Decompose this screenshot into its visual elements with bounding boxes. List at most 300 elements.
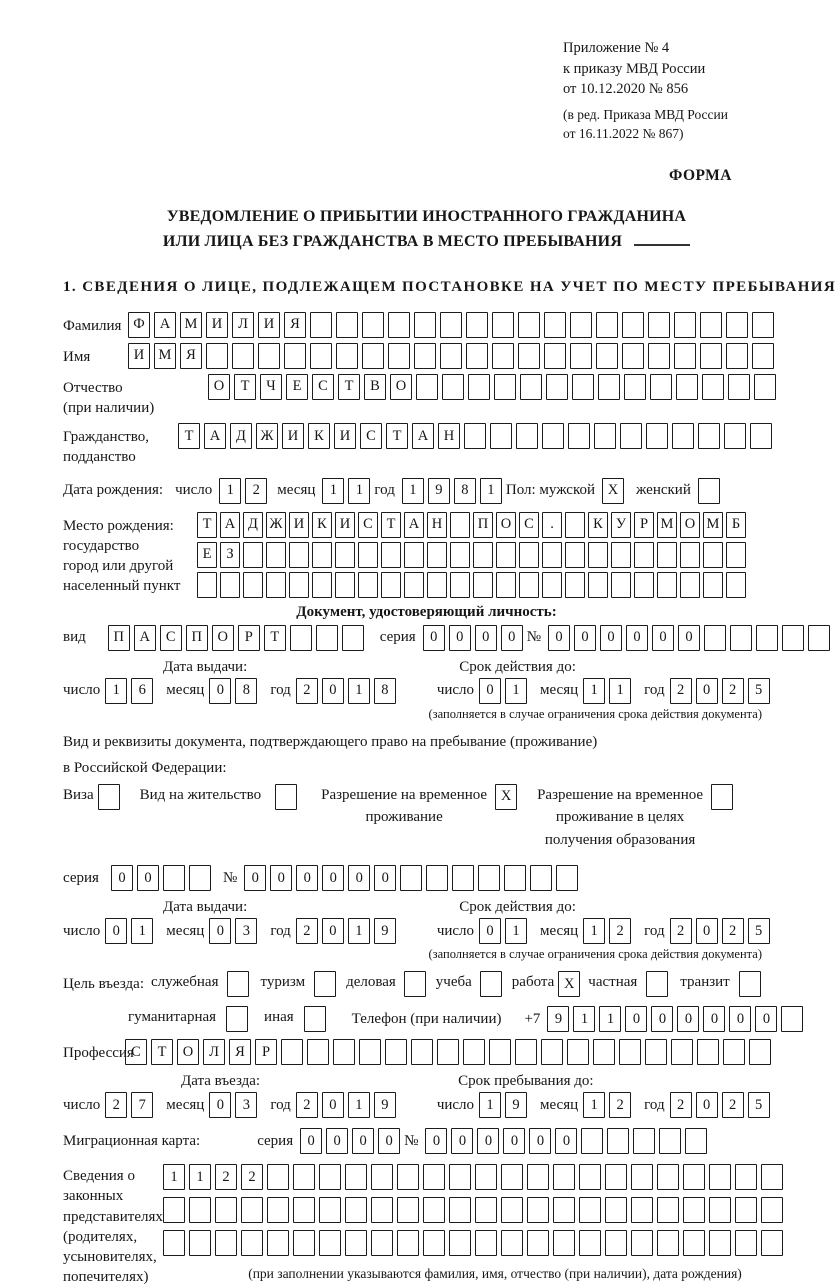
surname-cell[interactable]: Л (232, 312, 254, 338)
given-name-cell[interactable] (492, 343, 514, 369)
representative-cell[interactable] (709, 1164, 731, 1190)
representative-cell[interactable] (293, 1230, 315, 1256)
patronymic-cell[interactable] (676, 374, 698, 400)
birth-place-cell[interactable] (335, 542, 355, 568)
residence-issue-year-cell[interactable]: 2 (296, 918, 318, 944)
migration-series-cell[interactable]: 0 (300, 1128, 322, 1154)
birth-place-cell[interactable]: У (611, 512, 631, 538)
sex-male-checkbox[interactable]: X (602, 478, 624, 504)
entry-month-cell[interactable]: 3 (235, 1092, 257, 1118)
stay-month-cell[interactable]: 1 (583, 1092, 605, 1118)
birth-place-cell[interactable]: . (542, 512, 562, 538)
entry-month-cell[interactable]: 0 (209, 1092, 231, 1118)
identity-issue-year-cell[interactable]: 2 (296, 678, 318, 704)
identity-expiry-month-cell[interactable]: 1 (609, 678, 631, 704)
surname-cell[interactable] (752, 312, 774, 338)
birth-place-cell[interactable]: И (289, 512, 309, 538)
citizenship-cell[interactable] (724, 423, 746, 449)
migration-number-cell[interactable]: 0 (477, 1128, 499, 1154)
phone-cell[interactable]: 0 (651, 1006, 673, 1032)
migration-number-cell[interactable] (633, 1128, 655, 1154)
profession-cell[interactable]: Я (229, 1039, 251, 1065)
representative-cell[interactable] (371, 1164, 393, 1190)
birth-place-cell[interactable]: Т (197, 512, 217, 538)
birth-place-cell[interactable] (611, 572, 631, 598)
birth-place-cell[interactable] (312, 572, 332, 598)
birth-place-cell[interactable] (381, 542, 401, 568)
phone-cell[interactable]: 0 (755, 1006, 777, 1032)
representative-cell[interactable] (579, 1230, 601, 1256)
identity-number-cell[interactable]: 0 (678, 625, 700, 651)
representative-cell[interactable] (189, 1230, 211, 1256)
representative-cell[interactable] (553, 1197, 575, 1223)
identity-number-cell[interactable] (756, 625, 778, 651)
profession-cell[interactable] (411, 1039, 433, 1065)
citizenship-cell[interactable] (750, 423, 772, 449)
citizenship-cell[interactable] (646, 423, 668, 449)
representative-cell[interactable] (579, 1164, 601, 1190)
patronymic-cell[interactable]: О (208, 374, 230, 400)
residence-number-cell[interactable]: 0 (322, 865, 344, 891)
stay-day-cell[interactable]: 9 (505, 1092, 527, 1118)
profession-cell[interactable] (437, 1039, 459, 1065)
birth-place-cell[interactable] (289, 542, 309, 568)
migration-number-cell[interactable]: 0 (555, 1128, 577, 1154)
purpose-study-checkbox[interactable] (480, 971, 502, 997)
representative-cell[interactable] (449, 1230, 471, 1256)
identity-kind-cell[interactable]: О (212, 625, 234, 651)
identity-issue-month-cell[interactable]: 8 (235, 678, 257, 704)
patronymic-cell[interactable] (702, 374, 724, 400)
representative-cell[interactable] (735, 1164, 757, 1190)
birth-place-cell[interactable] (197, 572, 217, 598)
birth-place-cell[interactable] (450, 542, 470, 568)
citizenship-cell[interactable] (568, 423, 590, 449)
birth-place-cell[interactable]: С (519, 512, 539, 538)
surname-cell[interactable]: Я (284, 312, 306, 338)
representative-cell[interactable] (449, 1197, 471, 1223)
birth-place-cell[interactable]: Ж (266, 512, 286, 538)
residence-number-cell[interactable]: 0 (270, 865, 292, 891)
residence-number-cell[interactable] (426, 865, 448, 891)
birth-place-cell[interactable] (289, 572, 309, 598)
birth-place-cell[interactable] (565, 572, 585, 598)
temp-residence-education-checkbox[interactable] (711, 784, 733, 810)
citizenship-cell[interactable]: А (412, 423, 434, 449)
purpose-private-checkbox[interactable] (646, 971, 668, 997)
identity-number-cell[interactable] (782, 625, 804, 651)
identity-kind-cell[interactable] (316, 625, 338, 651)
given-name-cell[interactable] (726, 343, 748, 369)
citizenship-cell[interactable] (490, 423, 512, 449)
migration-number-cell[interactable] (581, 1128, 603, 1154)
identity-expiry-year-cell[interactable]: 2 (670, 678, 692, 704)
given-name-cell[interactable] (206, 343, 228, 369)
phone-cell[interactable]: 0 (625, 1006, 647, 1032)
migration-number-cell[interactable] (685, 1128, 707, 1154)
birth-place-cell[interactable] (657, 572, 677, 598)
representative-cell[interactable] (631, 1164, 653, 1190)
identity-kind-cell[interactable]: Р (238, 625, 260, 651)
birth-place-cell[interactable] (726, 542, 746, 568)
representative-cell[interactable] (423, 1230, 445, 1256)
identity-kind-cell[interactable] (290, 625, 312, 651)
patronymic-cell[interactable]: С (312, 374, 334, 400)
birth-place-cell[interactable] (588, 572, 608, 598)
given-name-cell[interactable] (700, 343, 722, 369)
representative-cell[interactable] (293, 1197, 315, 1223)
identity-expiry-day-cell[interactable]: 0 (479, 678, 501, 704)
profession-cell[interactable]: О (177, 1039, 199, 1065)
birth-year-cell[interactable]: 1 (480, 478, 502, 504)
representative-cell[interactable] (423, 1164, 445, 1190)
patronymic-cell[interactable]: Е (286, 374, 308, 400)
birth-place-cell[interactable] (381, 572, 401, 598)
stay-year-cell[interactable]: 5 (748, 1092, 770, 1118)
residence-number-cell[interactable]: 0 (374, 865, 396, 891)
residence-expiry-month-cell[interactable]: 1 (583, 918, 605, 944)
profession-cell[interactable]: С (125, 1039, 147, 1065)
patronymic-cell[interactable] (520, 374, 542, 400)
birth-place-cell[interactable]: О (496, 512, 516, 538)
identity-kind-cell[interactable] (342, 625, 364, 651)
representative-cell[interactable] (345, 1197, 367, 1223)
residence-expiry-year-cell[interactable]: 5 (748, 918, 770, 944)
surname-cell[interactable] (570, 312, 592, 338)
profession-cell[interactable] (463, 1039, 485, 1065)
entry-day-cell[interactable]: 2 (105, 1092, 127, 1118)
representative-cell[interactable] (475, 1164, 497, 1190)
birth-year-cell[interactable]: 8 (454, 478, 476, 504)
surname-cell[interactable] (726, 312, 748, 338)
patronymic-cell[interactable] (624, 374, 646, 400)
representative-cell[interactable] (449, 1164, 471, 1190)
birth-place-cell[interactable] (657, 542, 677, 568)
representative-cell[interactable] (683, 1230, 705, 1256)
birth-place-cell[interactable]: И (335, 512, 355, 538)
birth-place-cell[interactable]: М (703, 512, 723, 538)
surname-cell[interactable]: М (180, 312, 202, 338)
identity-expiry-month-cell[interactable]: 1 (583, 678, 605, 704)
patronymic-cell[interactable]: Т (234, 374, 256, 400)
residence-number-cell[interactable] (530, 865, 552, 891)
representative-cell[interactable] (371, 1197, 393, 1223)
representative-cell[interactable] (293, 1164, 315, 1190)
birth-place-cell[interactable] (220, 572, 240, 598)
profession-cell[interactable] (723, 1039, 745, 1065)
citizenship-cell[interactable]: Д (230, 423, 252, 449)
profession-cell[interactable] (567, 1039, 589, 1065)
birth-place-cell[interactable] (588, 542, 608, 568)
birth-place-cell[interactable] (680, 542, 700, 568)
patronymic-cell[interactable] (650, 374, 672, 400)
birth-place-cell[interactable]: Р (634, 512, 654, 538)
representative-cell[interactable] (761, 1164, 783, 1190)
identity-number-cell[interactable]: 0 (574, 625, 596, 651)
phone-cell[interactable]: 0 (729, 1006, 751, 1032)
stay-year-cell[interactable]: 0 (696, 1092, 718, 1118)
citizenship-cell[interactable] (698, 423, 720, 449)
representative-cell[interactable] (605, 1230, 627, 1256)
citizenship-cell[interactable]: К (308, 423, 330, 449)
representative-cell[interactable] (475, 1197, 497, 1223)
profession-cell[interactable]: Р (255, 1039, 277, 1065)
residence-number-cell[interactable]: 0 (244, 865, 266, 891)
birth-place-cell[interactable]: Т (381, 512, 401, 538)
representative-cell[interactable] (241, 1230, 263, 1256)
birth-place-cell[interactable] (335, 572, 355, 598)
birth-place-cell[interactable]: К (588, 512, 608, 538)
given-name-cell[interactable] (544, 343, 566, 369)
profession-cell[interactable] (489, 1039, 511, 1065)
birth-place-cell[interactable] (565, 542, 585, 568)
representative-cell[interactable] (475, 1230, 497, 1256)
birth-place-cell[interactable]: Б (726, 512, 746, 538)
migration-number-cell[interactable]: 0 (451, 1128, 473, 1154)
birth-place-cell[interactable]: О (680, 512, 700, 538)
birth-place-cell[interactable] (634, 572, 654, 598)
birth-place-cell[interactable]: А (220, 512, 240, 538)
surname-cell[interactable]: Ф (128, 312, 150, 338)
representative-cell[interactable] (735, 1197, 757, 1223)
representative-cell[interactable] (709, 1230, 731, 1256)
representative-cell[interactable]: 1 (163, 1164, 185, 1190)
birth-place-cell[interactable] (243, 572, 263, 598)
residence-expiry-month-cell[interactable]: 2 (609, 918, 631, 944)
birth-place-cell[interactable] (358, 542, 378, 568)
entry-year-cell[interactable]: 2 (296, 1092, 318, 1118)
birth-place-cell[interactable] (404, 542, 424, 568)
patronymic-cell[interactable] (572, 374, 594, 400)
residence-permit-checkbox[interactable] (275, 784, 297, 810)
birth-place-cell[interactable] (703, 572, 723, 598)
given-name-cell[interactable] (258, 343, 280, 369)
birth-place-cell[interactable] (542, 572, 562, 598)
stay-year-cell[interactable]: 2 (670, 1092, 692, 1118)
identity-issue-day-cell[interactable]: 1 (105, 678, 127, 704)
surname-cell[interactable] (336, 312, 358, 338)
citizenship-cell[interactable]: И (334, 423, 356, 449)
profession-cell[interactable] (333, 1039, 355, 1065)
representative-cell[interactable] (397, 1164, 419, 1190)
surname-cell[interactable] (648, 312, 670, 338)
patronymic-cell[interactable]: Т (338, 374, 360, 400)
purpose-tourism-checkbox[interactable] (314, 971, 336, 997)
identity-series-cell[interactable]: 0 (423, 625, 445, 651)
birth-place-cell[interactable] (565, 512, 585, 538)
given-name-cell[interactable] (596, 343, 618, 369)
given-name-cell[interactable]: М (154, 343, 176, 369)
patronymic-cell[interactable] (416, 374, 438, 400)
representative-cell[interactable] (657, 1164, 679, 1190)
representative-cell[interactable] (761, 1230, 783, 1256)
migration-number-cell[interactable] (659, 1128, 681, 1154)
identity-series-cell[interactable]: 0 (475, 625, 497, 651)
citizenship-cell[interactable]: Т (386, 423, 408, 449)
patronymic-cell[interactable] (546, 374, 568, 400)
residence-series-cell[interactable]: 0 (111, 865, 133, 891)
identity-number-cell[interactable] (730, 625, 752, 651)
identity-number-cell[interactable]: 0 (600, 625, 622, 651)
birth-day-cell[interactable]: 1 (219, 478, 241, 504)
representative-cell[interactable] (319, 1197, 341, 1223)
migration-number-cell[interactable]: 0 (425, 1128, 447, 1154)
citizenship-cell[interactable] (464, 423, 486, 449)
profession-cell[interactable]: Т (151, 1039, 173, 1065)
migration-series-cell[interactable]: 0 (326, 1128, 348, 1154)
birth-place-cell[interactable] (519, 542, 539, 568)
representative-cell[interactable] (761, 1197, 783, 1223)
purpose-humanitarian-checkbox[interactable] (226, 1006, 248, 1032)
citizenship-cell[interactable] (516, 423, 538, 449)
birth-month-cell[interactable]: 1 (322, 478, 344, 504)
citizenship-cell[interactable]: Ж (256, 423, 278, 449)
citizenship-cell[interactable] (594, 423, 616, 449)
birth-place-cell[interactable] (450, 572, 470, 598)
citizenship-cell[interactable]: А (204, 423, 226, 449)
birth-place-cell[interactable] (266, 542, 286, 568)
patronymic-cell[interactable] (728, 374, 750, 400)
representative-cell[interactable] (397, 1230, 419, 1256)
surname-cell[interactable] (466, 312, 488, 338)
residence-number-cell[interactable] (400, 865, 422, 891)
surname-cell[interactable] (440, 312, 462, 338)
given-name-cell[interactable] (440, 343, 462, 369)
identity-series-cell[interactable]: 0 (449, 625, 471, 651)
representative-cell[interactable] (527, 1230, 549, 1256)
profession-cell[interactable] (385, 1039, 407, 1065)
identity-expiry-day-cell[interactable]: 1 (505, 678, 527, 704)
phone-cell[interactable]: 0 (703, 1006, 725, 1032)
birth-place-cell[interactable] (703, 542, 723, 568)
given-name-cell[interactable] (362, 343, 384, 369)
surname-cell[interactable] (622, 312, 644, 338)
citizenship-cell[interactable]: И (282, 423, 304, 449)
representative-cell[interactable] (215, 1230, 237, 1256)
phone-cell[interactable]: 1 (573, 1006, 595, 1032)
representative-cell[interactable] (657, 1197, 679, 1223)
given-name-cell[interactable] (414, 343, 436, 369)
identity-issue-day-cell[interactable]: 6 (131, 678, 153, 704)
profession-cell[interactable] (359, 1039, 381, 1065)
residence-issue-year-cell[interactable]: 9 (374, 918, 396, 944)
birth-place-cell[interactable] (473, 542, 493, 568)
residence-number-cell[interactable] (478, 865, 500, 891)
given-name-cell[interactable] (674, 343, 696, 369)
representative-cell[interactable] (163, 1197, 185, 1223)
representative-cell[interactable] (397, 1197, 419, 1223)
birth-place-cell[interactable] (473, 572, 493, 598)
patronymic-cell[interactable]: Ч (260, 374, 282, 400)
surname-cell[interactable] (518, 312, 540, 338)
patronymic-cell[interactable]: О (390, 374, 412, 400)
birth-place-cell[interactable]: Н (427, 512, 447, 538)
representative-cell[interactable] (527, 1164, 549, 1190)
birth-place-cell[interactable] (519, 572, 539, 598)
birth-day-cell[interactable]: 2 (245, 478, 267, 504)
temp-residence-checkbox[interactable]: X (495, 784, 517, 810)
representative-cell[interactable] (553, 1164, 575, 1190)
surname-cell[interactable] (700, 312, 722, 338)
identity-number-cell[interactable] (704, 625, 726, 651)
citizenship-cell[interactable] (620, 423, 642, 449)
birth-place-cell[interactable] (312, 542, 332, 568)
representative-cell[interactable] (683, 1197, 705, 1223)
profession-cell[interactable] (619, 1039, 641, 1065)
phone-cell[interactable]: 0 (677, 1006, 699, 1032)
representative-cell[interactable] (683, 1164, 705, 1190)
identity-issue-year-cell[interactable]: 0 (322, 678, 344, 704)
entry-year-cell[interactable]: 0 (322, 1092, 344, 1118)
representative-cell[interactable] (267, 1230, 289, 1256)
given-name-cell[interactable] (752, 343, 774, 369)
representative-cell[interactable] (605, 1197, 627, 1223)
birth-place-cell[interactable] (634, 542, 654, 568)
given-name-cell[interactable] (310, 343, 332, 369)
surname-cell[interactable] (544, 312, 566, 338)
residence-number-cell[interactable] (504, 865, 526, 891)
entry-day-cell[interactable]: 7 (131, 1092, 153, 1118)
identity-issue-month-cell[interactable]: 0 (209, 678, 231, 704)
profession-cell[interactable]: Л (203, 1039, 225, 1065)
identity-series-cell[interactable]: 0 (501, 625, 523, 651)
visa-checkbox[interactable] (98, 784, 120, 810)
migration-number-cell[interactable]: 0 (529, 1128, 551, 1154)
patronymic-cell[interactable] (754, 374, 776, 400)
residence-expiry-year-cell[interactable]: 0 (696, 918, 718, 944)
identity-issue-year-cell[interactable]: 1 (348, 678, 370, 704)
residence-expiry-day-cell[interactable]: 0 (479, 918, 501, 944)
given-name-cell[interactable] (336, 343, 358, 369)
birth-place-cell[interactable]: К (312, 512, 332, 538)
residence-issue-month-cell[interactable]: 3 (235, 918, 257, 944)
surname-cell[interactable] (596, 312, 618, 338)
birth-place-cell[interactable] (611, 542, 631, 568)
birth-place-cell[interactable] (243, 542, 263, 568)
given-name-cell[interactable] (466, 343, 488, 369)
birth-place-cell[interactable] (427, 572, 447, 598)
birth-place-cell[interactable] (404, 572, 424, 598)
sex-female-checkbox[interactable] (698, 478, 720, 504)
phone-cell[interactable] (781, 1006, 803, 1032)
identity-kind-cell[interactable]: П (108, 625, 130, 651)
migration-number-cell[interactable] (607, 1128, 629, 1154)
representative-cell[interactable] (735, 1230, 757, 1256)
representative-cell[interactable]: 2 (241, 1164, 263, 1190)
identity-kind-cell[interactable]: Т (264, 625, 286, 651)
phone-cell[interactable]: 9 (547, 1006, 569, 1032)
given-name-cell[interactable] (232, 343, 254, 369)
residence-number-cell[interactable] (452, 865, 474, 891)
birth-place-cell[interactable] (266, 572, 286, 598)
purpose-transit-checkbox[interactable] (739, 971, 761, 997)
citizenship-cell[interactable] (542, 423, 564, 449)
residence-expiry-day-cell[interactable]: 1 (505, 918, 527, 944)
surname-cell[interactable]: И (206, 312, 228, 338)
stay-month-cell[interactable]: 2 (609, 1092, 631, 1118)
residence-expiry-year-cell[interactable]: 2 (722, 918, 744, 944)
purpose-work-checkbox[interactable]: X (558, 971, 580, 997)
birth-place-cell[interactable] (427, 542, 447, 568)
residence-issue-day-cell[interactable]: 0 (105, 918, 127, 944)
representative-cell[interactable] (319, 1230, 341, 1256)
purpose-business-checkbox[interactable] (404, 971, 426, 997)
identity-expiry-year-cell[interactable]: 5 (748, 678, 770, 704)
citizenship-cell[interactable] (672, 423, 694, 449)
representative-cell[interactable] (267, 1197, 289, 1223)
residence-number-cell[interactable]: 0 (348, 865, 370, 891)
given-name-cell[interactable] (518, 343, 540, 369)
